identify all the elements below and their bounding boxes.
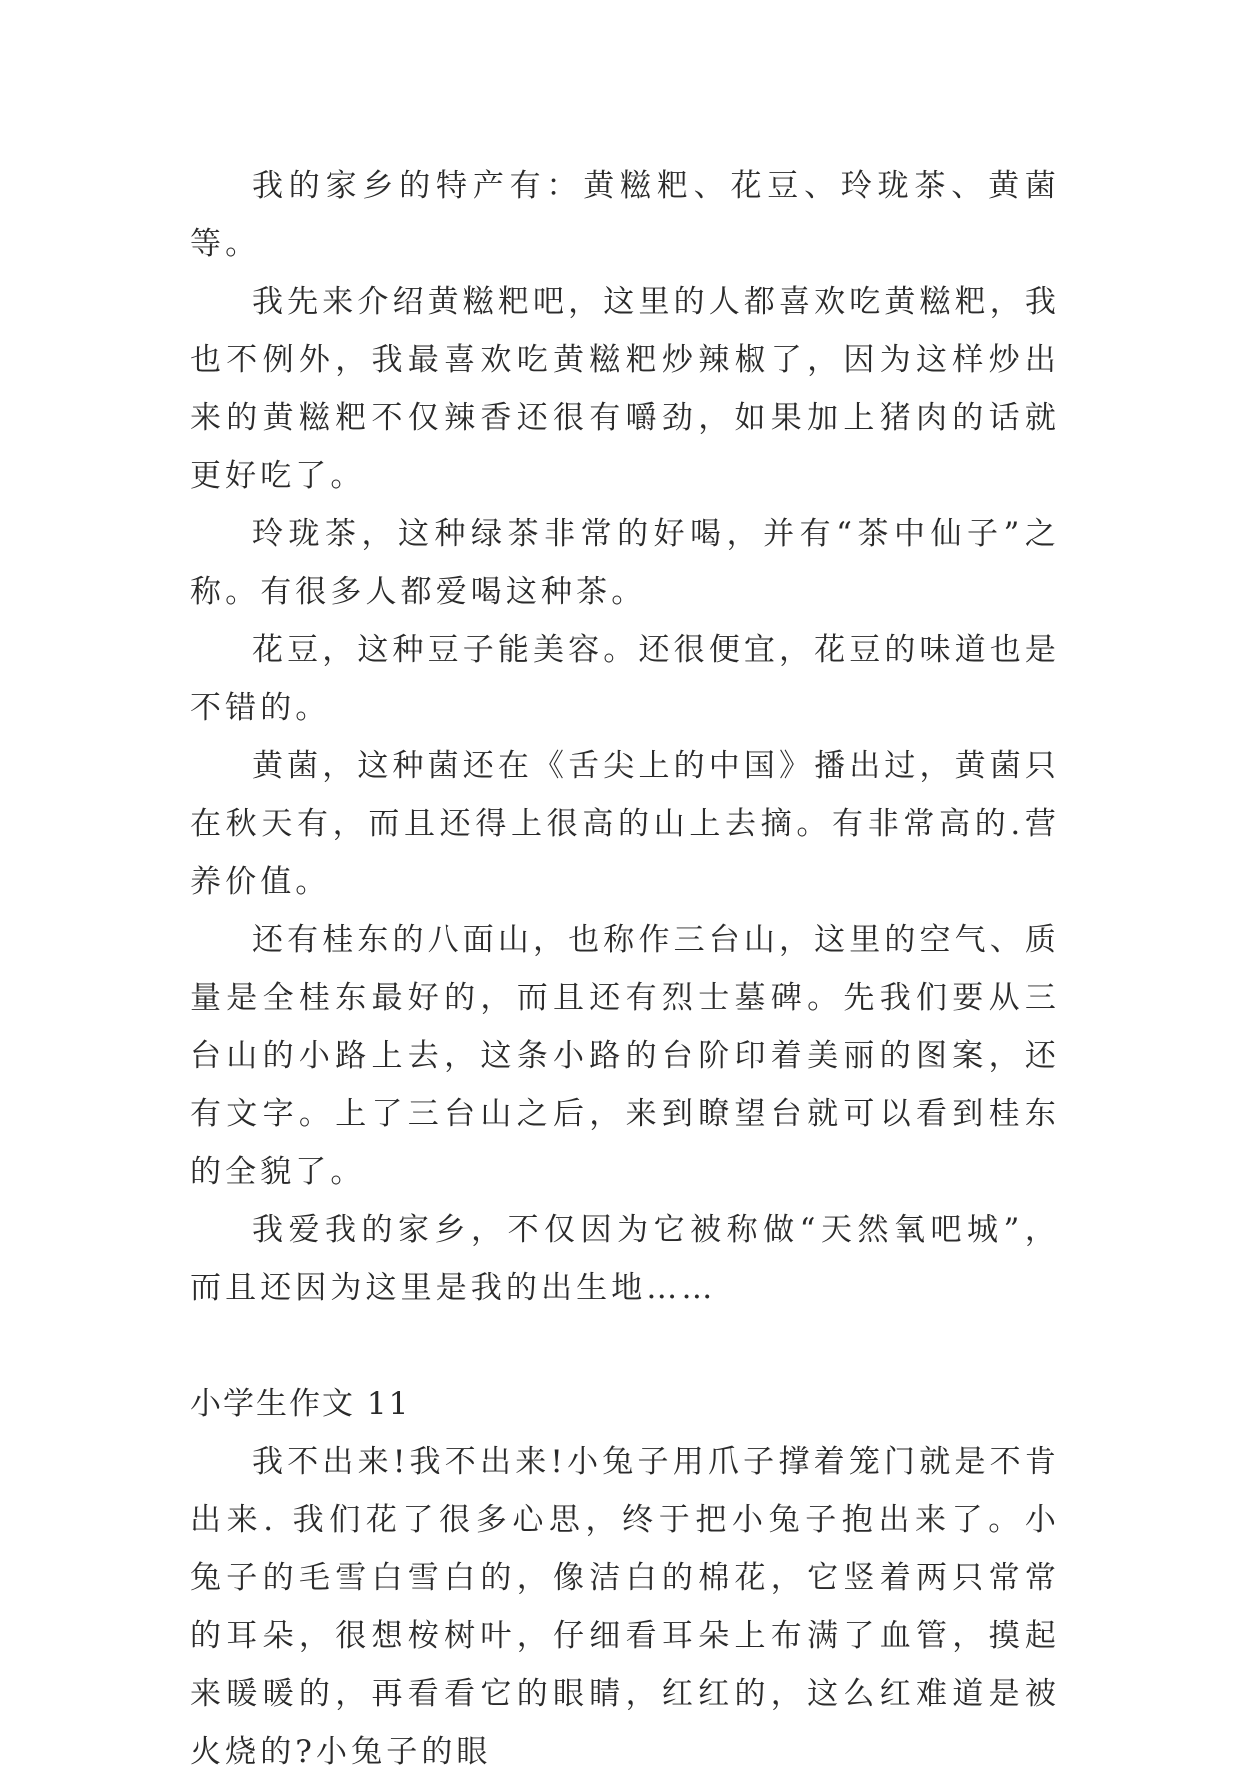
document-body (190, 157, 1060, 1781)
section-spacer (190, 1317, 1060, 1375)
paragraph-huangjun: 黄菌，这种菌还在《舌尖上的中国》播出过，黄菌只在秋天有，而且还得上很高的山上去摘。有非常高的.营养价值。 (190, 748, 1060, 900)
paragraph-linglong-tea: 玲珑茶，这种绿茶非常的好喝，并有“茶中仙子”之称。有很多人都爱喝这种茶。 (190, 516, 1060, 610)
paragraph-bamianshan: 还有桂东的八面山，也称作三台山，这里的空气、质量是全桂东最好的，而且还有烈士墓碑。先我们要从三台山的小路上去，这条小路的台阶印着美丽的图案，还有文字。上了三台山之后，来到瞭望台就可以看到桂东的全貌了。 (190, 922, 1060, 1190)
paragraph-conclusion: 我爱我的家乡，不仅因为它被称做“天然氧吧城”，而且还因为这里是我的出生地…… (190, 1212, 1060, 1306)
section-title: 小学生作文 11 (190, 1386, 411, 1422)
paragraph-specialties-intro: 我的家乡的特产有：黄糍粑、花豆、玲珑茶、黄菌等。 (190, 168, 1060, 262)
paragraph-rabbit: 我不出来!我不出来!小兔子用爪子撑着笼门就是不肯出来. 我们花了很多心思，终于把小兔子抱出来了。小兔子的毛雪白雪白的，像洁白的棉花，它竖着两只常常的耳朵，很想桉树叶，仔细看耳朵上布满了血管，摸起来暖暖的，再看看它的眼睛，红红的，这么红难道是被火烧的?小兔子的眼 (190, 1444, 1060, 1770)
paragraph-huangciba: 我先来介绍黄糍粑吧，这里的人都喜欢吃黄糍粑，我也不例外，我最喜欢吃黄糍粑炒辣椒了，因为这样炒出来的黄糍粑不仅辣香还很有嚼劲，如果加上猪肉的话就更好吃了。 (190, 284, 1060, 494)
paragraph-huadou: 花豆，这种豆子能美容。还很便宜，花豆的味道也是不错的。 (190, 632, 1060, 726)
